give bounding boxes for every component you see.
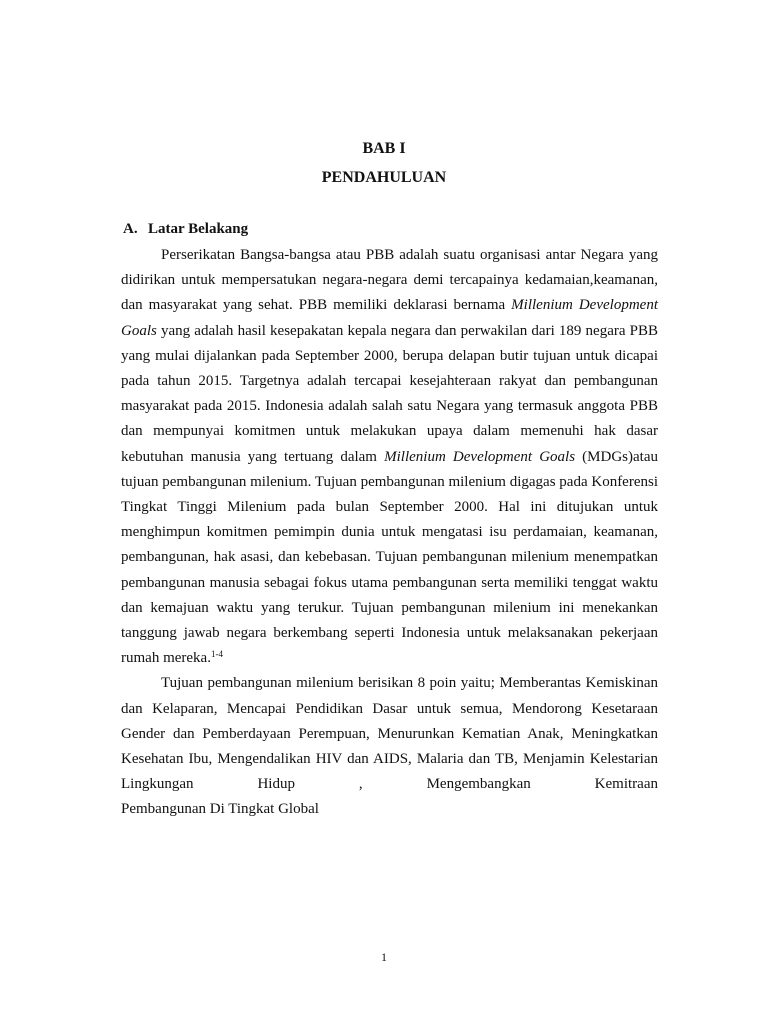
p1-text-1: Perserikatan Bangsa-bangsa atau PBB adalah suatu organisasi antar Negara yang didirikan untuk mempersatukan negara-negara demi tercapainya kedamaian,keamanan, dan masyarakat yang sehat. PBB memiliki deklarasi bernama: [121, 247, 658, 314]
paragraph-1: [121, 243, 658, 671]
paragraph-2-tail: [121, 797, 658, 822]
p1-text-2: yang adalah hasil kesepakatan kepala negara dan perwakilan dari 189 negara PBB yang mulai dijalankan pada September 2000, berupa delapan butir tujuan untuk dicapai pada tahun 2015. Targetnya adalah tercapai kesejahteraan rakyat dan pembangunan masyarakat pada 2015. Indonesia adalah salah satu Negara yang termasuk anggota PBB dan mempunyai komitmen untuk melakukan upaya dalam memenuhi hak dasar kebutuhan manusia yang tertuang dalam: [121, 322, 658, 465]
p1-text-3: (MDGs)atau tujuan pembangunan milenium. Tujuan pembangunan milenium digagas pada Konferensi Tingkat Tinggi Milenium pada bulan September 2000. Hal ini ditujukan untuk menghimpun komitmen pemimpin dunia untuk mengatasi isu perdamaian, keamanan, pembangunan, hak asasi, dan kebebasan. Tujuan pembangunan milenium menempatkan pembangunan manusia sebagai fokus utama pembangunan serta memiliki tenggat waktu dan kemajuan waktu yang terukur. Tujuan pembangunan milenium ini menekankan tanggung jawab negara berkembang seperti Indonesia untuk melaksanakan pekerjaan rumah mereka.: [121, 448, 658, 667]
p1-italic-term-2: Millenium Development Goals: [384, 448, 576, 465]
paragraph-2: [121, 671, 658, 797]
chapter-title: PENDAHULUAN: [321, 169, 447, 186]
body-text: [121, 243, 658, 823]
chapter-label: BAB I: [362, 140, 406, 157]
p1-italic-term-1: Millenium Development Goals: [121, 297, 658, 339]
page-number: 1: [381, 950, 387, 964]
section-title: Latar Belakang: [148, 221, 249, 237]
p2-text: Tujuan pembangunan milenium berisikan 8 poin yaitu; Memberantas Kemiskinan dan Kelaparan, Mencapai Pendidikan Dasar untuk semua, Mendorong Kesetaraan Gender dan Pemberdayaan Perempuan, Menurunkan Kematian Anak, Meningkatkan Kesehatan Ibu, Mengendalikan HIV dan AIDS, Malaria dan TB, Menjamin Kelestarian Lingkungan Hidup , Mengembangkan Kemitraan: [121, 675, 658, 793]
section-number: A.: [123, 221, 138, 237]
citation-ref: 1-4: [210, 649, 223, 660]
p2-tail-text: Pembangunan Di Tingkat Global: [121, 801, 319, 818]
section-heading: [123, 221, 248, 238]
